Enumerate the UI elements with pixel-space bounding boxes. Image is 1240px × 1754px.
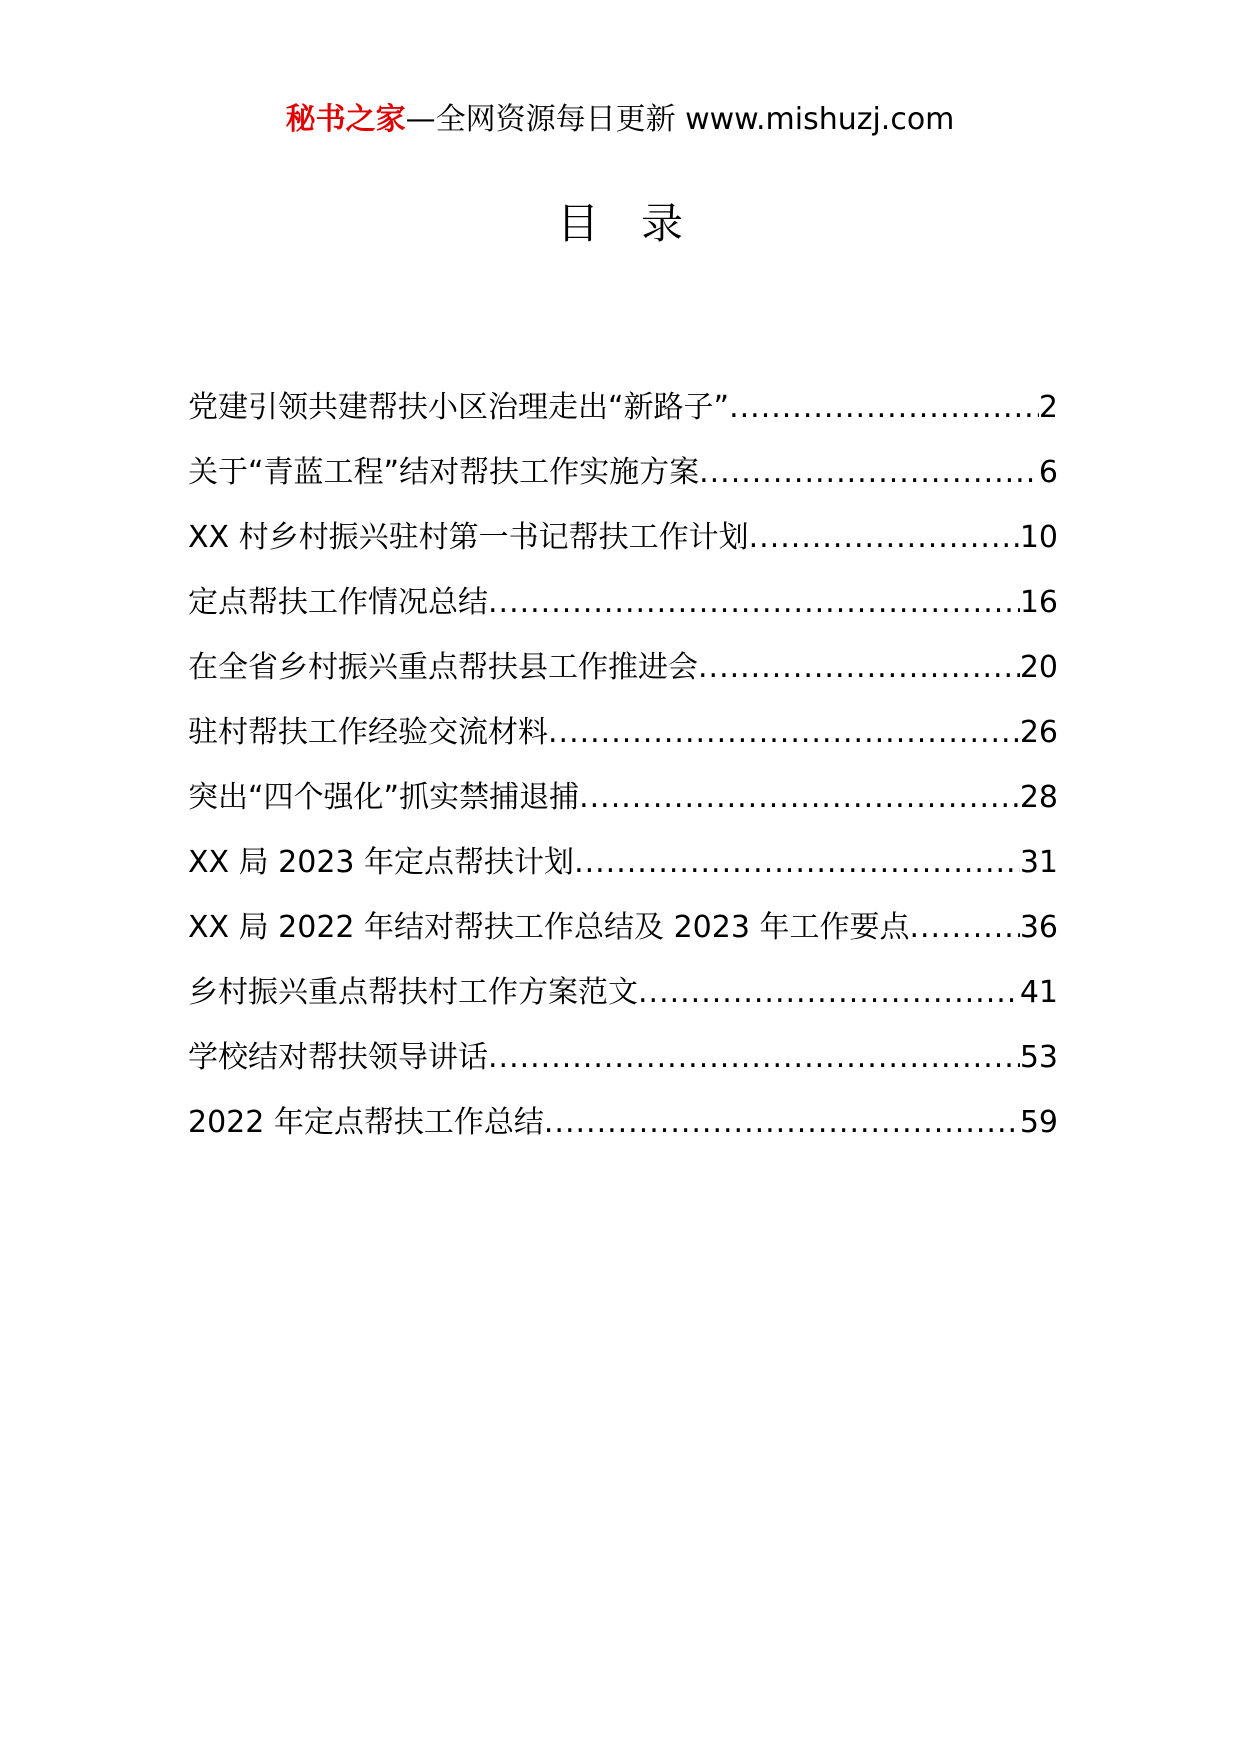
site-header xyxy=(0,100,1240,140)
toc-entry-page: 28 xyxy=(1019,780,1058,815)
toc-entry-title: XX 局 2023 年定点帮扶计划 xyxy=(188,845,575,880)
toc-leader-dots xyxy=(579,778,1020,818)
toc-entry-title: 学校结对帮扶领导讲话 xyxy=(188,1040,488,1075)
toc-leader-dots xyxy=(729,388,1039,428)
toc-entry-page: 41 xyxy=(1019,975,1058,1010)
toc-entry-page: 6 xyxy=(1038,455,1058,490)
toc-entry[interactable] xyxy=(188,583,1058,648)
toc-entry-title: 定点帮扶工作情况总结 xyxy=(188,585,488,620)
toc-entry[interactable] xyxy=(188,908,1058,973)
toc-entry-page: 36 xyxy=(1019,910,1058,945)
toc-leader-dots xyxy=(488,583,1020,623)
toc-entry-page: 10 xyxy=(1019,520,1058,555)
toc-entry[interactable] xyxy=(188,453,1058,518)
toc-entry[interactable] xyxy=(188,518,1058,583)
toc-leader-dots xyxy=(749,518,1020,558)
toc-entry-title: XX 村乡村振兴驻村第一书记帮扶工作计划 xyxy=(188,520,749,555)
toc-entry-title: 乡村振兴重点帮扶村工作方案范文 xyxy=(188,975,638,1010)
toc-entry-page: 20 xyxy=(1019,650,1058,685)
toc-entry[interactable] xyxy=(188,388,1058,453)
toc-entry-title: 在全省乡村振兴重点帮扶县工作推进会 xyxy=(188,650,698,685)
toc-entry-title: 2022 年定点帮扶工作总结 xyxy=(188,1105,544,1140)
toc-entry-page: 16 xyxy=(1019,585,1058,620)
page-title: 目 录 xyxy=(556,199,683,248)
toc-entry[interactable] xyxy=(188,778,1058,843)
toc-leader-dots xyxy=(909,908,1019,948)
toc-leader-dots xyxy=(574,843,1020,883)
toc-entry-page: 31 xyxy=(1019,845,1058,880)
toc-leader-dots xyxy=(698,648,1020,688)
toc-entry[interactable] xyxy=(188,648,1058,713)
toc-leader-dots xyxy=(544,1103,1020,1143)
toc-entry-title: 关于“青蓝工程”结对帮扶工作实施方案 xyxy=(188,455,700,490)
toc-entry[interactable] xyxy=(188,1103,1058,1168)
toc-leader-dots xyxy=(488,1038,1020,1078)
toc-entry[interactable] xyxy=(188,1038,1058,1103)
toc-entry-title: XX 局 2022 年结对帮扶工作总结及 2023 年工作要点 xyxy=(188,910,910,945)
toc-entry-page: 2 xyxy=(1038,390,1058,425)
toc-entry-page: 59 xyxy=(1019,1105,1058,1140)
brand-name: 秘书之家 xyxy=(285,102,406,137)
toc-entry-page: 53 xyxy=(1019,1040,1058,1075)
toc-entry-title: 党建引领共建帮扶小区治理走出“新路子” xyxy=(188,390,730,425)
toc-entry-title: 驻村帮扶工作经验交流材料 xyxy=(188,715,548,750)
toc-entry-title: 突出“四个强化”抓实禁捕退捕 xyxy=(188,780,580,815)
site-tagline: —全网资源每日更新 www.mishuzj.com xyxy=(405,102,955,137)
toc-entry[interactable] xyxy=(188,713,1058,778)
toc-entry-page: 26 xyxy=(1019,715,1058,750)
toc-entry[interactable] xyxy=(188,973,1058,1038)
toc-leader-dots xyxy=(638,973,1020,1013)
toc-leader-dots xyxy=(548,713,1020,753)
toc-entry[interactable] xyxy=(188,843,1058,908)
toc-leader-dots xyxy=(699,453,1039,493)
table-of-contents xyxy=(188,388,1058,1168)
